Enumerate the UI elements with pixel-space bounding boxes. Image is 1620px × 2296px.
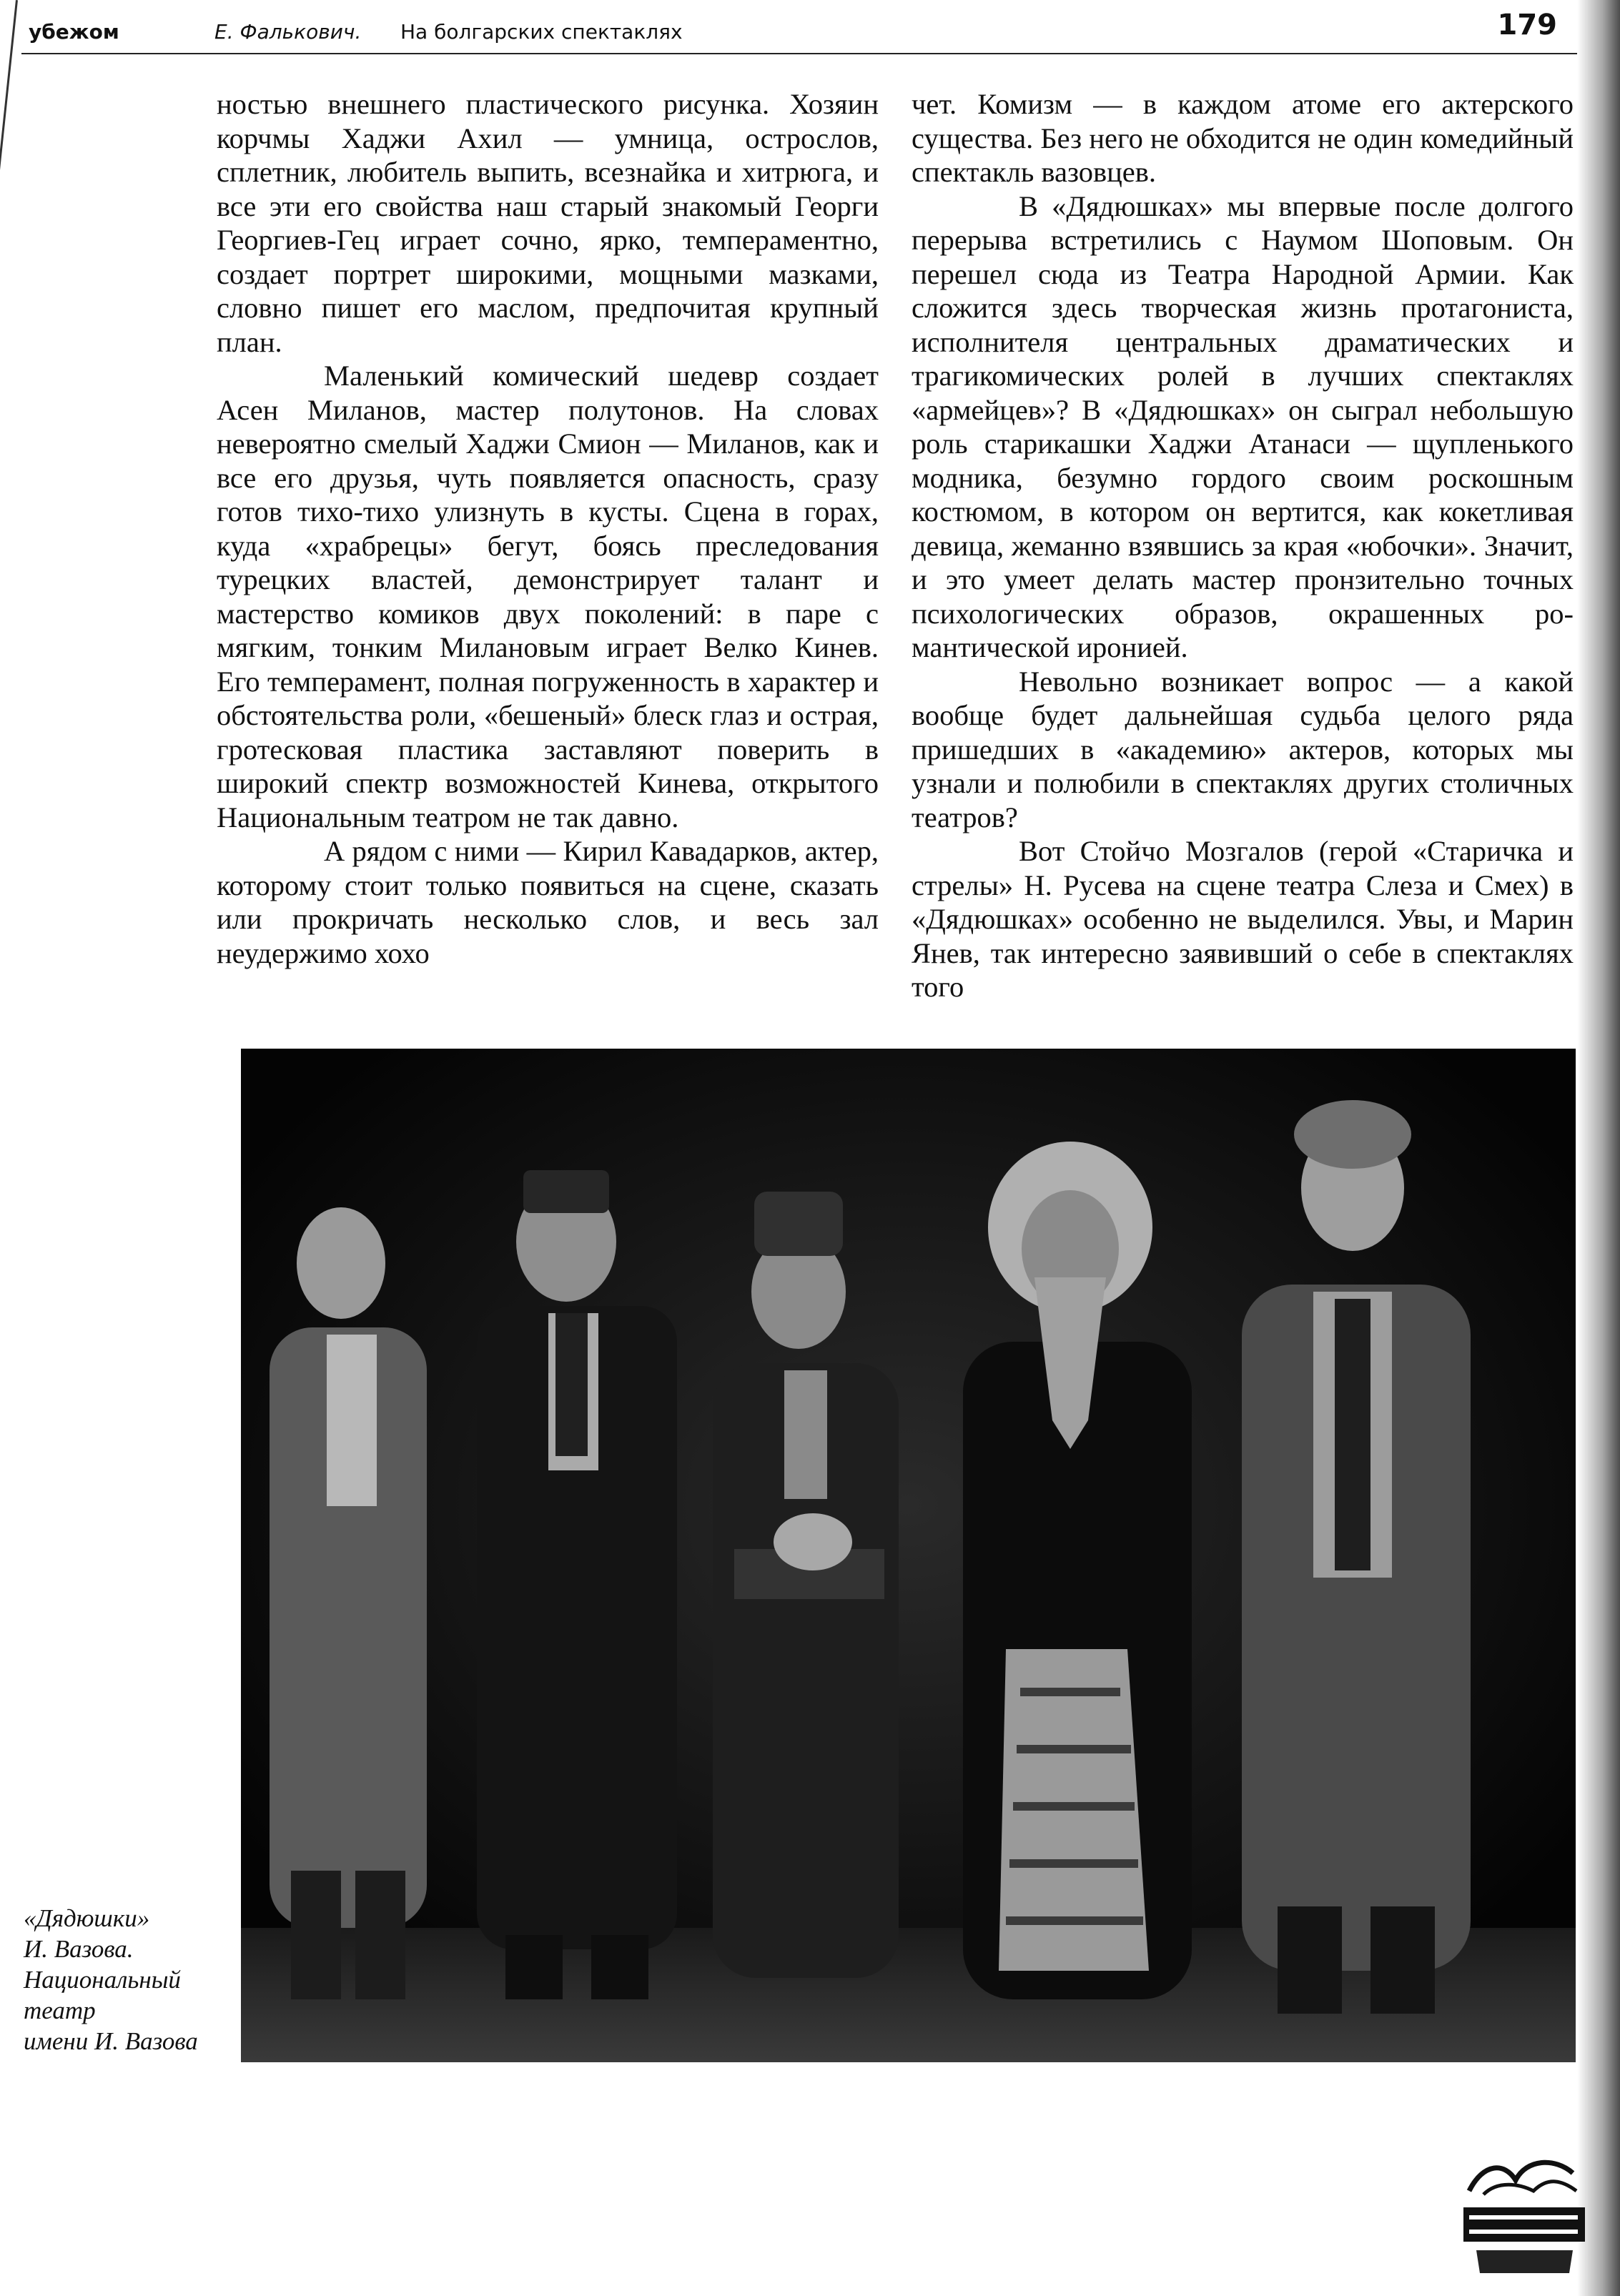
running-header — [21, 7, 1577, 54]
header-author: Е. Фалькович. — [214, 20, 362, 44]
stage-photograph — [241, 1049, 1576, 2062]
caption-line: «Дядюшки» — [24, 1904, 150, 1932]
paragraph: Невольно возникает вопрос — а какой вообще будет дальнейшая судьба целого ряда пришедших в «академию» актеров, которых мы узнали и полюбили в спектаклях других столичных театров? — [912, 665, 1574, 833]
paragraph: ностью внешнего пластического рисунка. Хозяин корчмы Хаджи Ахил — умница, острослов, сплетник, любитель выпить, всезнайка и хитрюга, и все эти его свойства наш старый знакомый Георги Георгиев-Гец играет сочно, ярко, темпераментно, создает портрет широкими, мощными мазками, словно пишет его маслом, предпочитая крупный план. — [217, 88, 879, 358]
caption-line: театр — [24, 1996, 96, 2024]
paragraph: В «Дядюшках» мы впервые после долгого перерыва встретились с Наумом Шоповым. Он перешел сюда из Театра Народной Армии. Как сложится здесь творческая жизнь протагониста, исполнителя центральных драматических и трагикомических ролей в лучших спектаклях «армейцев»? В «Дядюшках» он сыграл небольшую роль старикашки Хаджи Атанаси — щупленького модника, безумно гордого своим роскошным костюмом, в котором он вертится, как кокетливая девица, жеманно взявшись за края «юбочки». Значит, и это умеет делать мастер пронзительно точных психологических образов, окрашенных романтической иронией. — [912, 189, 1574, 663]
scan-margin-line — [0, 0, 18, 171]
paragraph: чет. Комизм — в каждом атоме его актерского существа. Без него не обходится не один комедийный спектакль вазовцев. — [912, 88, 1574, 188]
paragraph: Маленький комический шедевр создает Асен Миланов, мастер полутонов. На словах невероятно смелый Хаджи Смион — Миланов, как и все его друзья, чуть появляется опасность, сразу готов тихо-тихо улизнуть в кусты. Сцена в горах, куда «храбрецы» бегут, боясь преследования турецких властей, демонстрирует талант и мастерство комиков двух поколений: в паре с мягким, тонким Милановым играет Велко Кинев. Его темперамент, полная погруженность в характер и обстоятельства роли, «бешеный» блеск глаз и острая, гротесковая пластика заставляют поверить в широкий спектр возможностей Кинева, открытого Национальным театром не так давно. — [217, 360, 879, 833]
photo-caption — [24, 1903, 238, 2057]
paragraph: А рядом с ними — Кирил Кавадарков, актер, которому стоит только появиться на сцене, сказать или прокричать несколько слов, и весь зал неудержимо хохо — [217, 835, 879, 969]
caption-line: Национальный — [24, 1966, 181, 1994]
theatre-stamp — [1455, 2152, 1591, 2280]
text-column-right — [912, 87, 1574, 1004]
page-number: 179 — [1497, 9, 1557, 41]
paragraph: Вот Стойчо Мозгалов (герой «Старичка и стрелы» Н. Русева на сцене театра Слеза и Смех) в «Дядюшках» особенно не выделился. Увы, и Марин Янев, так интересно заявивший о себе в спектаклях того — [912, 835, 1574, 1003]
header-section: убежом — [29, 20, 119, 44]
caption-line: И. Вазова. — [24, 1935, 134, 1963]
stage-photo-illustration — [241, 1049, 1576, 2062]
header-title: На болгарских спектаклях — [400, 20, 683, 44]
text-column-left — [217, 87, 879, 970]
caption-line: имени И. Вазова — [24, 2027, 198, 2055]
stamp-logo-icon — [1455, 2152, 1591, 2280]
scan-shadow-edge — [1577, 0, 1620, 2296]
